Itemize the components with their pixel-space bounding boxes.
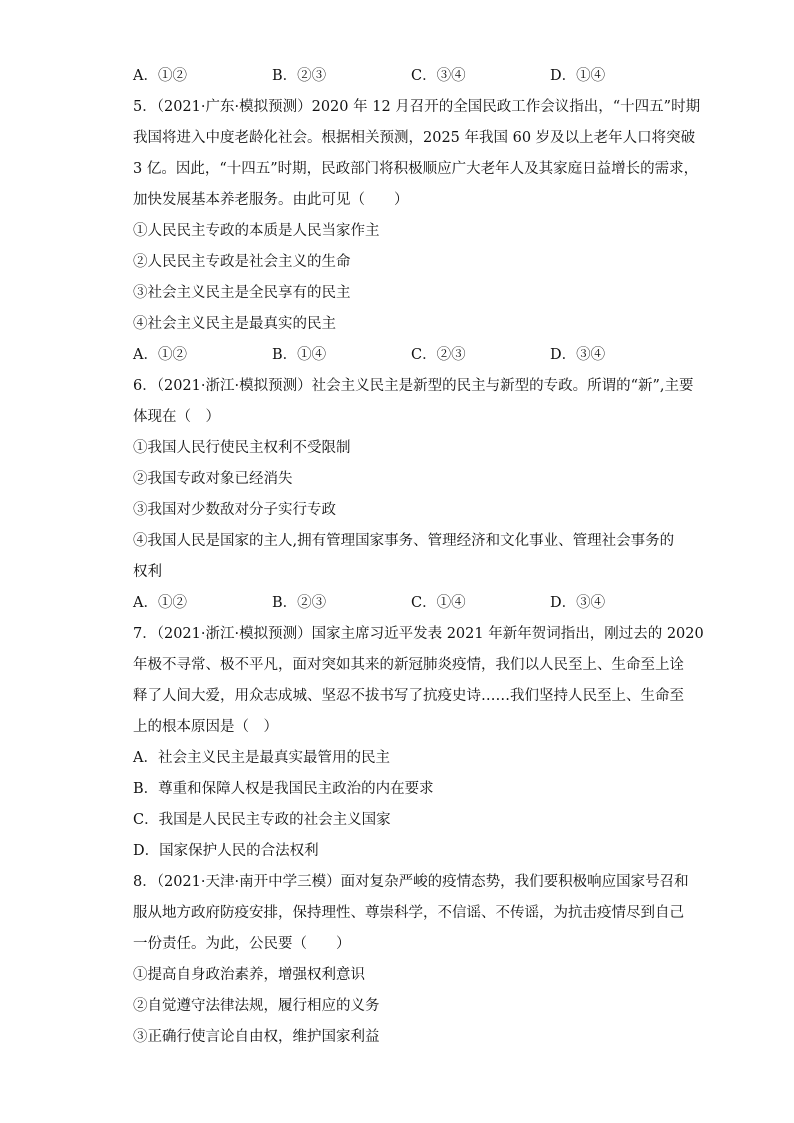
q6-statement-1: ①我国人民行使民主权利不受限制	[133, 440, 351, 456]
q5-statement-1: ①人民民主专政的本质是人民当家作主	[133, 223, 380, 239]
q4-option-b[interactable]: B．②③	[272, 68, 327, 84]
q5-statement-3: ③社会主义民主是全民享有的民主	[133, 285, 351, 301]
question-7	[133, 619, 704, 867]
q5-option-d[interactable]: D．③④	[550, 347, 606, 363]
q5-statement-2: ②人民民主专政是社会主义的生命	[133, 254, 351, 270]
q6-statement-3: ③我国对少数敌对分子实行专政	[133, 502, 336, 518]
q4-option-c[interactable]: C．③④	[411, 68, 466, 84]
q6-option-d[interactable]: D．③④	[550, 595, 606, 611]
q7-choice-b[interactable]: B．尊重和保障人权是我国民主政治的内在要求	[133, 781, 434, 797]
q5-stem-line: 3 亿。因此，“十四五”时期，民政部门将积极顺应广大老年人及其家庭日益增长的需求，	[133, 161, 699, 177]
question-content	[133, 61, 704, 1053]
q7-choice-c[interactable]: C．我国是人民民主专政的社会主义国家	[133, 812, 391, 828]
q7-choice-d[interactable]: D．国家保护人民的合法权利	[133, 843, 319, 859]
q6-stem-line: 6．（2021·浙江·模拟预测）社会主义民主是新型的民主与新型的专政。所谓的“新”,主要	[133, 378, 694, 394]
q6-statement-2: ②我国专政对象已经消失	[133, 471, 293, 487]
q5-option-a[interactable]: A．①②	[133, 347, 187, 363]
q6-option-b[interactable]: B．②③	[272, 595, 327, 611]
q8-statement-1: ①提高自身政治素养，增强权利意识	[133, 967, 365, 983]
q8-stem-line: 一份责任。为此，公民要（ ）	[133, 936, 351, 952]
q8-statement-2: ②自觉遵守法律法规，履行相应的义务	[133, 998, 380, 1014]
question-8	[133, 867, 689, 1053]
q7-stem-line: 上的根本原因是（ ）	[133, 719, 278, 735]
question-5	[133, 92, 701, 371]
q5-stem-line: 我国将进入中度老龄化社会。根据相关预测，2025 年我国 60 岁及以上老年人口将突破	[133, 130, 696, 146]
q7-choice-a[interactable]: A．社会主义民主是最真实最管用的民主	[133, 750, 390, 766]
q5-stem-line: 加快发展基本养老服务。由此可见（ ）	[133, 192, 409, 208]
q5-option-c[interactable]: C．②③	[411, 347, 466, 363]
q6-option-a[interactable]: A．①②	[133, 595, 187, 611]
q6-statement-4: ④我国人民是国家的主人,拥有管理国家事务、管理经济和文化事业、管理社会事务的	[133, 533, 675, 549]
q7-stem-line: 年极不寻常、极不平凡，面对突如其来的新冠肺炎疫情，我们以人民至上、生命至上诠	[133, 657, 684, 673]
q5-statement-4: ④社会主义民主是最真实的民主	[133, 316, 336, 332]
q4-option-d[interactable]: D．①④	[550, 68, 606, 84]
q5-stem-line: 5．（2021·广东·模拟预测）2020 年 12 月召开的全国民政工作会议指出，“十四五”时期	[133, 99, 701, 115]
q8-statement-3: ③正确行使言论自由权，维护国家利益	[133, 1029, 380, 1045]
q7-stem-line: 释了人间大爱，用众志成城、坚忍不拔书写了抗疫史诗……我们坚持人民至上、生命至	[133, 688, 684, 704]
q6-statement-4-cont: 权利	[133, 564, 162, 580]
q5-option-b[interactable]: B．①④	[272, 347, 327, 363]
q7-stem-line: 7．（2021·浙江·模拟预测）国家主席习近平发表 2021 年新年贺词指出，刚过去的 2020	[133, 626, 704, 642]
q4-options	[133, 61, 673, 92]
q4-option-a[interactable]: A．①②	[133, 68, 187, 84]
q5-options	[133, 340, 673, 371]
question-6	[133, 371, 694, 619]
q6-stem-line: 体现在（ ）	[133, 409, 220, 425]
q8-stem-line: 服从地方政府防疫安排，保持理性、尊崇科学，不信谣、不传谣，为抗击疫情尽到自己	[133, 905, 684, 921]
q6-options	[133, 588, 673, 619]
q6-option-c[interactable]: C．①④	[411, 595, 466, 611]
q8-stem-line: 8．（2021·天津·南开中学三模）面对复杂严峻的疫情态势，我们要积极响应国家号召和	[133, 874, 689, 890]
